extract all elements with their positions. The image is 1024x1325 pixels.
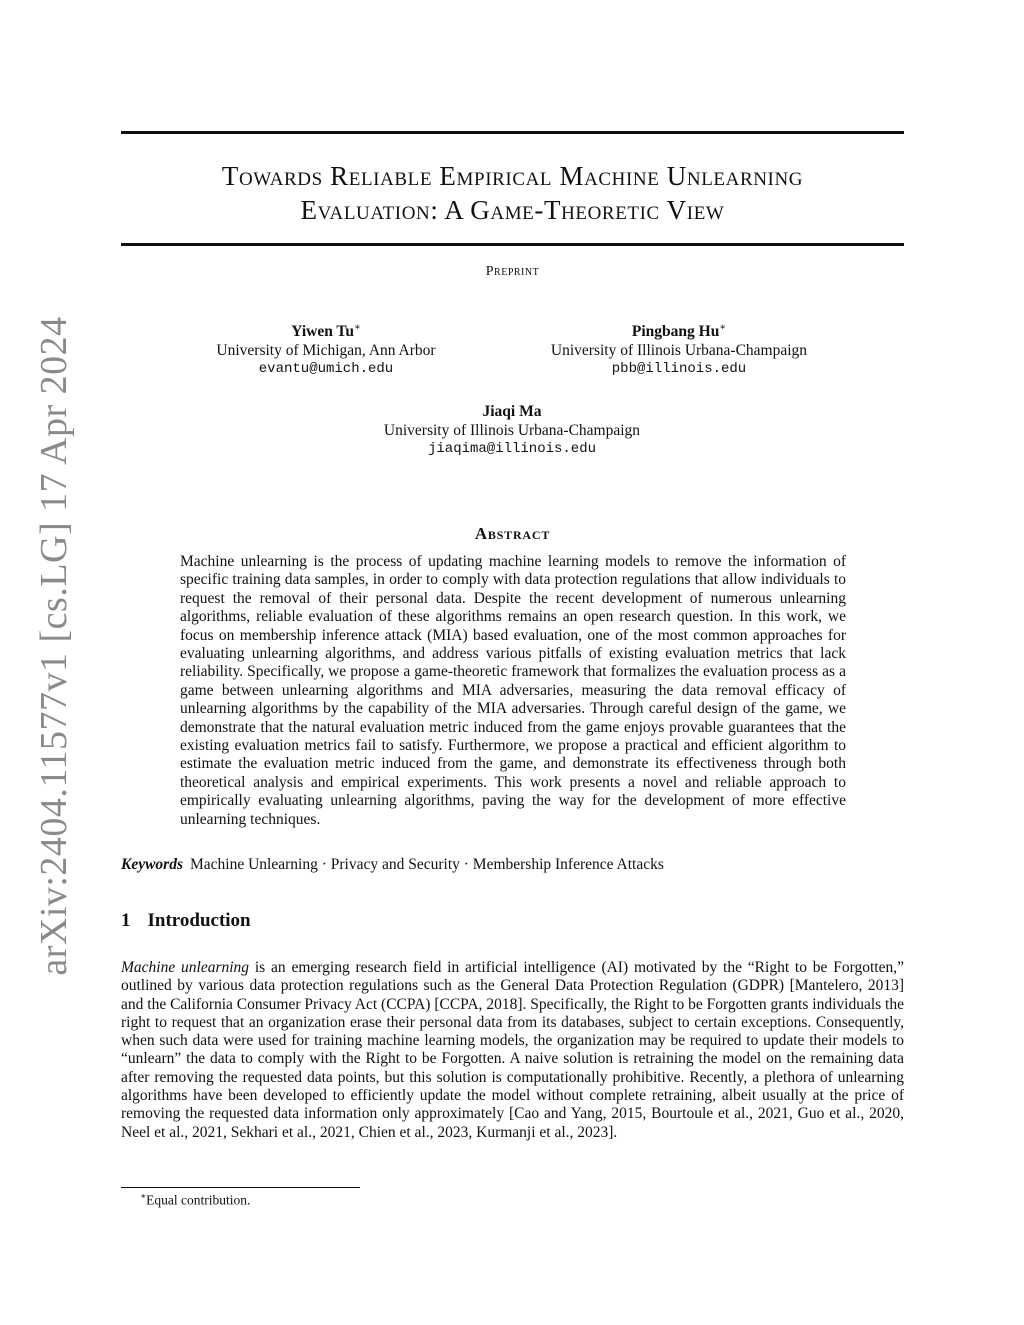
- author-name: Yiwen Tu∗: [291, 322, 361, 341]
- introduction-paragraph: [121, 959, 904, 1142]
- keywords-text: Machine Unlearning · Privacy and Security · Membership Inference Attacks: [190, 856, 664, 873]
- keywords-label: Keywords: [121, 856, 183, 873]
- section-title: Introduction: [147, 910, 251, 931]
- section-heading-introduction: [121, 910, 251, 932]
- author-email: jiaqima@illinois.edu: [427, 441, 597, 457]
- footnote-text: Equal contribution.: [146, 1192, 251, 1208]
- paper-title: [121, 159, 904, 227]
- preprint-label: Preprint: [485, 264, 540, 279]
- abstract-text: Machine unlearning is the process of updating machine learning models to remove the information of specific training data samples, in order to comply with data protection regulations that allow individuals to request the removal of their personal data. Despite the recent development of numerous unlearning algorithms, reliable evaluation of these algorithms remains an open research question. In this work, we focus on membership inference attack (MIA) based evaluation, one of the most common approaches for evaluating unlearning algorithms, and address various pitfalls of existing evaluation metrics that lack reliability. Specifically, we propose a game-theoretic framework that formalizes the evaluation process as a game between unlearning algorithms and MIA adversaries, measuring the data removal efficacy of unlearning algorithms by the capability of the MIA adversaries. Through careful design of the game, we demonstrate that the natural evaluation metric induced from the game enjoys provable guarantees that the existing evaluation metrics fail to satisfy. Furthermore, we propose a practical and efficient algorithm to estimate the evaluation metric induced from the game, and demonstrate its effectiveness through both theoretical analysis and empirical experiments. This work presents a novel and reliable approach to empirically evaluating unlearning algorithms, paving the way for the development of more effective unlearning techniques.: [180, 553, 846, 828]
- introduction-term: Machine unlearning: [121, 959, 250, 976]
- author-email: pbb@illinois.edu: [611, 361, 747, 378]
- title-rule-bottom: [121, 243, 904, 246]
- footnote-mark: ∗: [140, 1191, 147, 1201]
- keywords-line: [121, 856, 904, 874]
- author-block: [509, 318, 849, 379]
- footnote-rule: [121, 1187, 360, 1188]
- section-number: 1: [121, 910, 131, 931]
- footnote: [140, 1191, 250, 1209]
- author-affiliation: University of Illinois Urbana-Champaign: [383, 422, 641, 439]
- abstract-heading: Abstract: [474, 524, 551, 543]
- paper-title-line-1: Towards Reliable Empirical Machine Unlearning: [221, 161, 804, 191]
- author-email: evantu@umich.edu: [258, 361, 394, 378]
- introduction-text: is an emerging research field in artificial intelligence (AI) motivated by the “Right to be Forgotten,” outlined by various data protection regulations such as the General Data Protection Regulation (GDPR) [Mantelero, 2013] and the California Consumer Privacy Act (CCPA) [CCPA, 2018]. Specifically, the Right to be Forgotten grants individuals the right to request that an organization erase their personal data from its databases, subject to certain exceptions. Consequently, when such data were used for training machine learning models, the organization may be required to update their models to “unlearn” the data to comply with the Right to be Forgotten. A naive solution is retraining the model on the remaining data after removing the requested data points, but this solution is computationally prohibitive. Recently, a plethora of unlearning algorithms have been developed to efficiently update the model without complete retraining, albeit usually at the price of removing the requested data information only approximately [Cao and Yang, 2015, Bourtoule et al., 2021, Guo et al., 2020, Neel et al., 2021, Sekhari et al., 2021, Chien et al., 2023, Kurmanji et al., 2023].: [121, 959, 904, 1141]
- author-name: Jiaqi Ma: [482, 403, 542, 420]
- title-rule-top: [121, 131, 904, 134]
- equal-contribution-mark: ∗: [353, 322, 361, 333]
- author-affiliation: University of Illinois Urbana-Champaign: [550, 342, 808, 360]
- equal-contribution-mark: ∗: [719, 322, 727, 333]
- arxiv-identifier: arXiv:2404.11577v1 [cs.LG] 17 Apr 2024: [33, 316, 75, 976]
- author-block: [176, 318, 476, 379]
- paper-title-line-2: Evaluation: A Game-Theoretic View: [300, 195, 725, 225]
- author-affiliation: University of Michigan, Ann Arbor: [216, 342, 436, 360]
- author-block: [342, 402, 682, 459]
- author-name: Pingbang Hu∗: [631, 322, 727, 341]
